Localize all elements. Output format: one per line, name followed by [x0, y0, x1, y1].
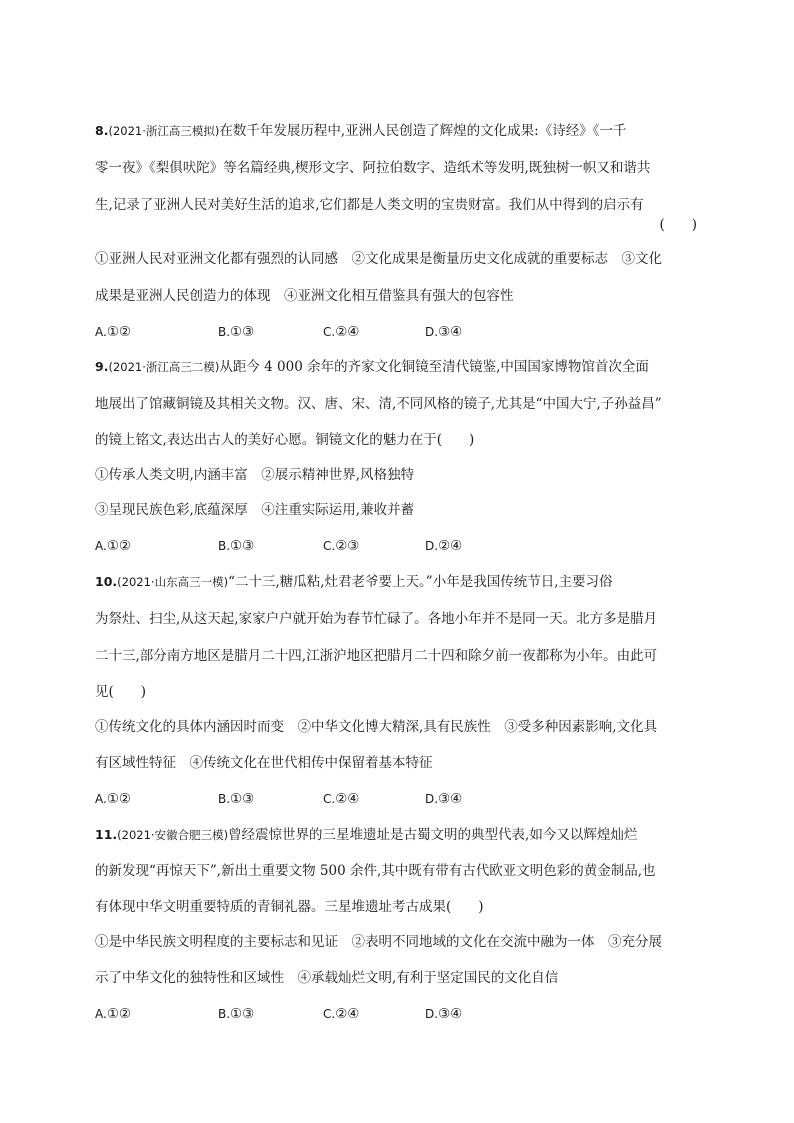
option-b[interactable]: B.①③: [218, 324, 255, 340]
option-c[interactable]: C.②④: [323, 791, 360, 807]
statement-line: ①亚洲人民对亚洲文化都有强烈的认同感 ②文化成果是衡量历史文化成就的重要标志 ③文化: [95, 251, 662, 267]
option-a[interactable]: A.①②: [95, 324, 132, 340]
option-a[interactable]: A.①②: [95, 1006, 132, 1022]
question-stem-line: 二十三,部分南方地区是腊月二十四,江浙沪地区把腊月二十四和除夕前一夜都称为小年。由此可: [95, 648, 658, 664]
question-stem-line: 11.(2021·安徽合肥三模)曾经震惊世界的三星堆遗址是古蜀文明的典型代表,如今又以辉煌灿烂: [95, 827, 638, 843]
question-number: 11.: [95, 827, 118, 842]
answer-options: [95, 790, 705, 808]
question-stem-line: 有体现中华文明重要特质的青铜礼器。三星堆遗址考古成果( ): [95, 899, 484, 915]
question-source: (2021·山东高三一模): [117, 575, 229, 589]
question-stem-line: 生,记录了亚洲人民对美好生活的追求,它们都是人类文明的宝贵财富。我们从中得到的启示有: [95, 197, 644, 213]
answer-options: [95, 1005, 705, 1023]
statement-line: ①传承人类文明,内涵丰富 ②展示精神世界,风格独特: [95, 467, 415, 483]
option-b[interactable]: B.①③: [218, 1006, 255, 1022]
question-stem-line: 见( ): [95, 684, 147, 700]
question-stem-line: 8.(2021·浙江高三模拟)在数千年发展历程中,亚洲人民创造了辉煌的文化成果:《诗经》《一千: [95, 123, 627, 139]
option-c[interactable]: C.②④: [323, 324, 360, 340]
option-d[interactable]: D.③④: [425, 791, 463, 807]
option-a[interactable]: A.①②: [95, 538, 132, 554]
statement-line: 成果是亚洲人民创造力的体现 ④亚洲文化相互借鉴具有强大的包容性: [95, 288, 514, 304]
answer-options: [95, 323, 705, 341]
option-d[interactable]: D.③④: [425, 324, 463, 340]
statement-line: 示了中华文化的独特性和区域性 ④承载灿烂文明,有利于坚定国民的文化自信: [95, 970, 559, 986]
answer-options: [95, 537, 705, 555]
option-d[interactable]: D.②④: [425, 538, 463, 554]
statement-line: ③呈现民族色彩,底蕴深厚 ④注重实际运用,兼收并蓄: [95, 502, 415, 518]
question-number: 8.: [95, 123, 109, 138]
question-source: (2021·浙江高三二模): [108, 360, 220, 374]
question-source: (2021·安徽合肥三模): [117, 828, 229, 842]
question-stem-line: 的镜上铭文,表达出古人的美好心愿。铜镜文化的魅力在于( ): [95, 432, 475, 448]
question-number: 10.: [95, 574, 118, 589]
statement-line: 有区域性特征 ④传统文化在世代相传中保留着基本特征: [95, 755, 433, 771]
option-d[interactable]: D.③④: [425, 1006, 463, 1022]
question-stem-line: 地展出了馆藏铜镜及其相关文物。汉、唐、宋、清,不同风格的镜子,尤其是“中国大宁,子孙益昌”: [95, 396, 662, 412]
option-b[interactable]: B.①③: [218, 791, 255, 807]
option-b[interactable]: B.①③: [218, 538, 255, 554]
statement-line: ①是中华民族文明程度的主要标志和见证 ②表明不同地域的文化在交流中融为一体 ③充分展: [95, 934, 662, 950]
question-source: (2021·浙江高三模拟): [108, 124, 220, 138]
question-stem-line: 的新发现“再惊天下”,新出土重要文物 500 余件,其中既有带有古代欧亚文明色彩的黄金制品,也: [95, 863, 656, 879]
option-a[interactable]: A.①②: [95, 791, 132, 807]
question-stem-line: 9.(2021·浙江高三二模)从距今 4 000 余年的齐家文化铜镜至清代镜鉴,中国国家博物馆首次全面: [95, 359, 649, 375]
statement-line: ①传统文化的具体内涵因时而变 ②中华文化博大精深,具有民族性 ③受多种因素影响,文化具: [95, 719, 658, 735]
question-stem-line: 10.(2021·山东高三一模)“二十三,糖瓜粘,灶君老爷要上天。”小年是我国传统节日,主要习俗: [95, 574, 613, 590]
question-stem-line: 为祭灶、扫尘,从这天起,家家户户就开始为春节忙碌了。各地小年并不是同一天。北方多是腊月: [95, 611, 658, 627]
option-c[interactable]: C.②③: [323, 538, 360, 554]
option-c[interactable]: C.②④: [323, 1006, 360, 1022]
question-number: 9.: [95, 359, 109, 374]
answer-blank: ( ): [659, 217, 697, 233]
question-stem-line: 零一夜》《梨俱吠陀》等名篇经典,楔形文字、阿拉伯数字、造纸术等发明,既独树一帜又和谐共: [95, 160, 651, 176]
